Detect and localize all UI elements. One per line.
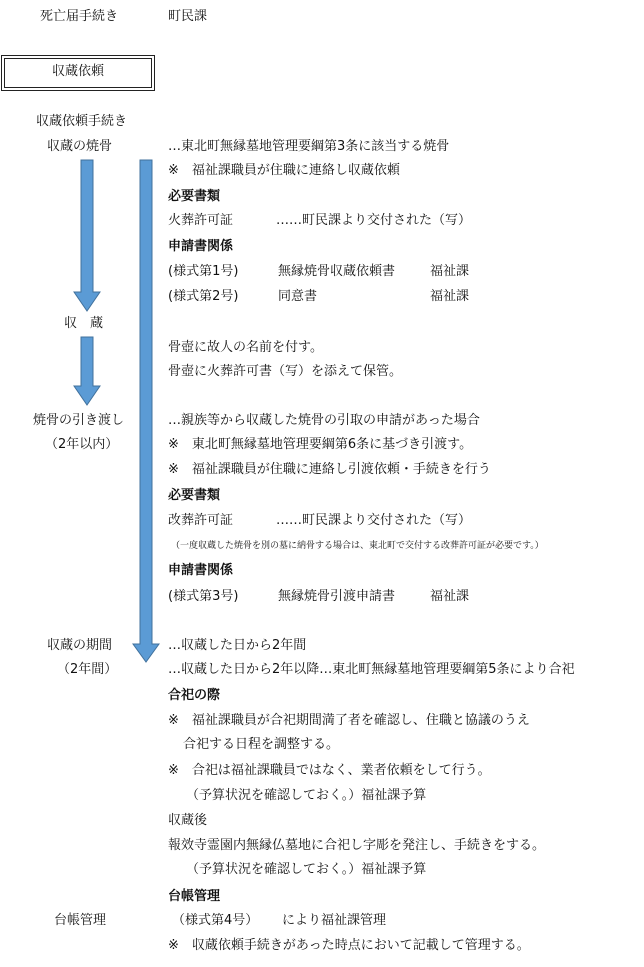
s4-note1: ※ 福祉課職員が合祀期間満了者を確認し、住職と協議のうえ <box>168 713 530 728</box>
s4-after2: （予算状況を確認しておく。）福祉課予算 <box>186 862 427 877</box>
s5-note: ※ 収蔵依頼手続きがあった時点において記載して管理する。 <box>168 938 530 953</box>
s5-form4-desc: により福祉課管理 <box>282 913 387 928</box>
s1-form2-id: (様式第2号) <box>168 289 239 304</box>
s4-desc1: …収蔵した日から2年間 <box>168 638 307 653</box>
s1-permit-desc: ……町民課より交付された（写） <box>276 213 472 228</box>
s3-permit-label: 改葬許可証 <box>168 513 234 528</box>
flow-arrow-long <box>133 160 159 662</box>
s2-line1: 骨壺に故人の名前を付す。 <box>168 340 323 355</box>
s1-form2-dept: 福祉課 <box>430 289 470 304</box>
s3-form3-name: 無縁焼骨引渡申請書 <box>278 589 396 604</box>
s1-note: ※ 福祉課職員が住職に連絡し収蔵依頼 <box>168 163 400 178</box>
step-storage-period-years: （2年間） <box>57 662 118 677</box>
step-storage: 収 蔵 <box>64 316 104 331</box>
document-title: 死亡届手続き <box>40 9 119 24</box>
step-storage-period: 収蔵の期間 <box>47 638 113 653</box>
procedure-heading: 収蔵依頼手続き <box>36 114 128 129</box>
s2-line2: 骨壺に火葬許可書（写）を添えて保管。 <box>168 364 403 379</box>
s3-application-heading: 申請書関係 <box>168 563 234 578</box>
s4-note1b: 合祀する日程を調整する。 <box>183 737 340 752</box>
s1-application-heading: 申請書関係 <box>168 239 234 254</box>
s1-permit-label: 火葬許可証 <box>168 213 234 228</box>
step-handover: 焼骨の引き渡し <box>33 413 125 428</box>
s3-required-docs-heading: 必要書類 <box>168 488 221 503</box>
s1-form1-id: (様式第1号) <box>168 264 239 279</box>
s1-form2-name: 同意書 <box>278 289 318 304</box>
flow-arrow-1 <box>74 160 100 311</box>
s5-form4-id: （様式第4号） <box>172 913 259 928</box>
s3-small-note: （一度収蔵した焼骨を別の墓に納骨する場合は、東北町で交付する改葬許可証が必要です。） <box>171 541 544 551</box>
s3-desc: …親族等から収蔵した焼骨の引取の申請があった場合 <box>168 413 480 428</box>
s1-form1-dept: 福祉課 <box>430 264 470 279</box>
s5-heading: 台帳管理 <box>168 889 221 904</box>
s4-after-heading: 収蔵後 <box>168 813 208 828</box>
department-label: 町民課 <box>168 9 208 24</box>
s3-note1: ※ 東北町無縁墓地管理要綱第6条に基づき引渡す。 <box>168 437 473 452</box>
step-handover-period: （2年以内） <box>45 437 119 452</box>
s4-note2: ※ 合祀は福祉課職員ではなく、業者依頼をして行う。 <box>168 763 491 778</box>
s4-note2b: （予算状況を確認しておく。）福祉課予算 <box>186 788 427 803</box>
s4-desc2: …収蔵した日から2年以降…東北町無縁墓地管理要綱第5条により合祀 <box>168 662 575 677</box>
s3-note2: ※ 福祉課職員が住職に連絡し引渡依頼・手続きを行う <box>168 462 491 477</box>
s3-form3-id: (様式第3号) <box>168 589 239 604</box>
s1-desc: …東北町無縁墓地管理要綱第3条に該当する焼骨 <box>168 139 450 154</box>
s4-after1: 報效寺霊園内無縁仏墓地に合祀し字彫を発注し、手続きをする。 <box>168 838 546 853</box>
s1-required-docs-heading: 必要書類 <box>168 189 221 204</box>
step-ledger: 台帳管理 <box>54 913 107 928</box>
flow-arrow-2 <box>74 337 100 405</box>
s3-form3-dept: 福祉課 <box>430 589 470 604</box>
request-box-label: 収蔵依頼 <box>51 64 104 79</box>
s3-permit-desc: ……町民課より交付された（写） <box>276 513 472 528</box>
s1-form1-name: 無縁焼骨収蔵依頼書 <box>278 264 396 279</box>
step-cremated-remains: 収蔵の焼骨 <box>47 139 113 154</box>
s4-heading: 合祀の際 <box>168 688 221 703</box>
